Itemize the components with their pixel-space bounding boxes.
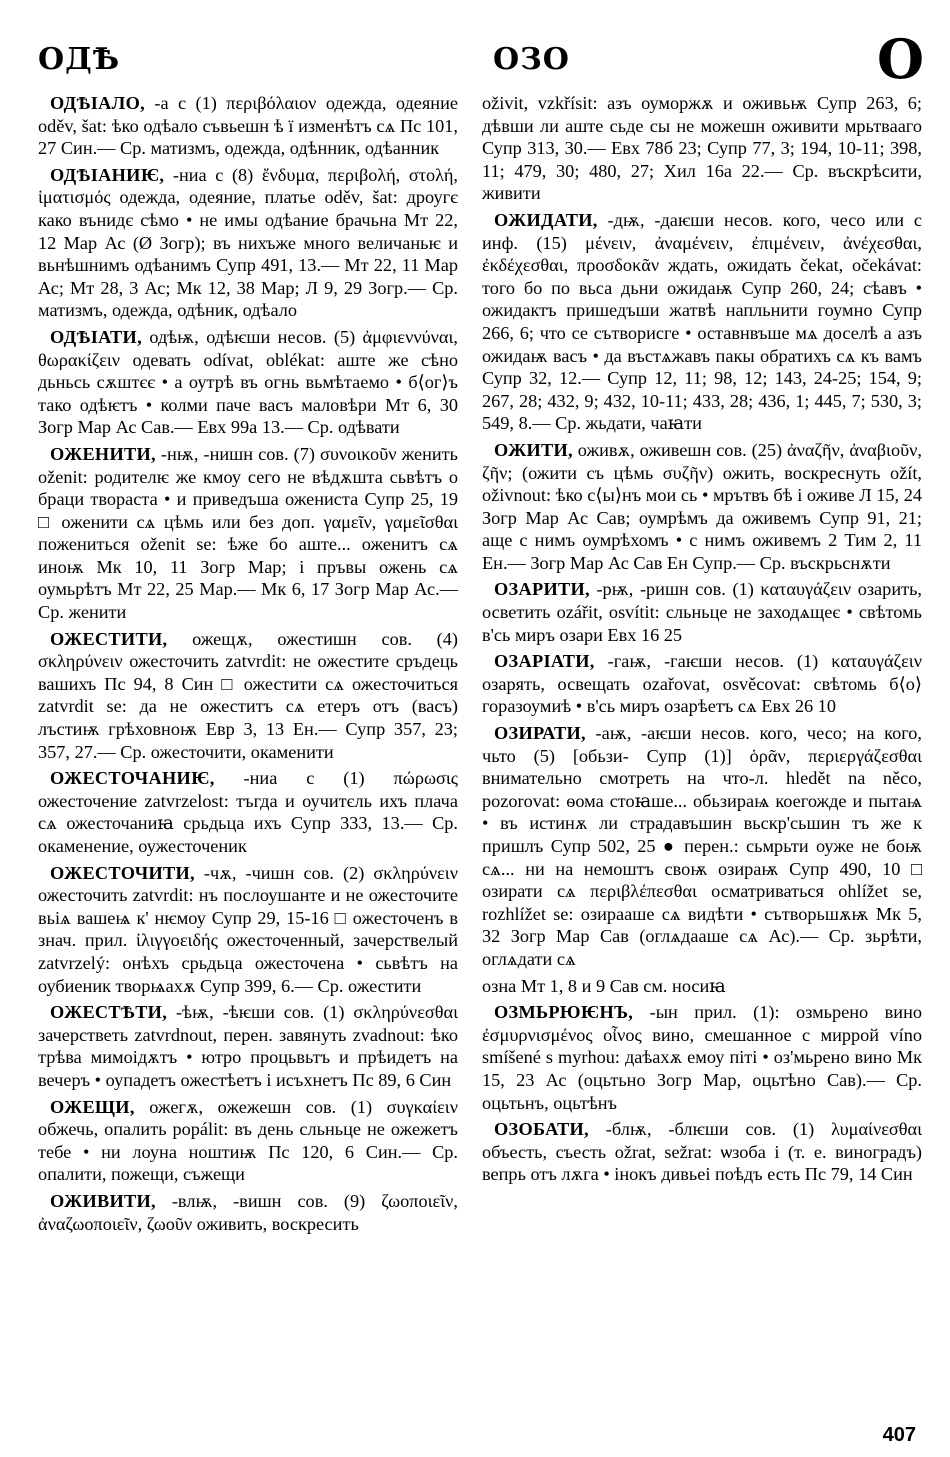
dictionary-entry — [482, 975, 922, 998]
entry-text: -ѣѭ, -ѣѥши сов. (1) σκληρύνεσθαι зачерстветь zatvrdnout, перен. завянуть zvadnout: ѣко трѣва мимоідѫтъ • ютро процьвьтъ и прѣидетъ на вечеръ • оупадетъ ожестѣетъ і исъхнетъ Пс 89, 6 Син — [38, 1002, 458, 1090]
entry-text: -рѭ, -ришн сов. (1) καταυγάζειν озарить, осветить ozářit, osvítit: сльньце не заходѧщеє • свѣтомь в'сь миръ озари Евх 16 25 — [482, 579, 922, 645]
entry-headword: ОЗАРИТИ, — [494, 579, 590, 600]
entry-text: -чѫ, -чишн сов. (2) σκληρύνειν ожесточить zatvrdit: нъ послоушанте и не ожесточите вьіѧ вашеѩ к' нѥмоу Супр 29, 15-16 □ ожесточенъ в знач. прил. ἰλιγγοειδής ожесточенный, зачерствелый zatvrzelý: онѣхъ срьдьца ожесточена • сьвѣтъ на оубиеник творѩахѫ Супр 399, 6.— Ср. ожестити — [38, 862, 458, 996]
entry-headword: ОЗИРАТИ, — [494, 723, 586, 744]
dictionary-entry — [482, 578, 922, 646]
entry-text: -ын прил. (1): озмьрено вино ἐσμυρνισμένος οἶνος вино, смешанное с миррой víno smíšené s myrhou: даѣахѫ емоу піті • оз'мьрено вино Мк 15, 23 Ас (оцьтьно Зогр Мар, оцьтѣно Сав).— Ср. оцьтьнъ, оцьтѣнъ — [482, 1002, 922, 1113]
entry-text: одѣѭ, одѣѥши несов. (5) ἀμφιεννύναι, θωρακίζειν одевать odívat, oblékat: аште же сѣно дьньсь сѫштєє • а оутрѣ въ огнь вьмѣтаемо • б⟨ог⟩ъ тако одѣѥтъ • колми паче васъ маловѣри Мт 6, 30 Зогр Мар Ас Сав.— Евх 99а 13.— Ср. одѣвати — [38, 326, 458, 438]
entry-text: -ниа с (8) ἔνδυμα, περιβολή, στολή, ἱματισμός одежда, одеяние, платье oděv, šat: дроугє како вънидє сѣмо • не имы одѣание брачьна Мт 22, 12 Мар Ас (Ø Зогр); въ нихъже много величаньѥ и вьнѣшнимъ одѣанимъ Супр 491, 13.— Мт 22, 11 Мар Ас; Мт 28, 3 Ас; Мк 12, 38 Мар; Л 9, 29 Зогр.— Ср. матизмъ, одежда, одѣник, одѣало — [38, 164, 458, 321]
entry-headword: ОЗМЬРЮѤНЪ, — [494, 1002, 634, 1023]
entry-text: oživit, vzkřísit: азъ оуморжѫ и оживьѭ Супр 263, 6; дѣвши ли аште сьде сы не можешн оживити мрьтвааго Супр 313, 30.— Евх 78б 23; Супр 77, 3; 194, 10-11; 398, 11; 479, 30; 480, 27; Хил 16а 22.— Ср. въскрѣсити, живити — [482, 93, 922, 204]
entry-headword: ОЗОБАТИ, — [494, 1119, 589, 1140]
page-number: 407 — [882, 1424, 916, 1446]
dictionary-entry — [38, 443, 458, 624]
entry-headword: ОДѢІАЛО, — [50, 93, 145, 113]
dictionary-entry — [38, 1001, 458, 1091]
right-column — [482, 92, 922, 1190]
dictionary-entry — [38, 767, 458, 857]
entry-headword: ОЖЕЩИ, — [50, 1096, 135, 1117]
entry-headword: ОДѢІАТИ, — [50, 326, 142, 347]
entry-headword: ОЖЕСТИТИ, — [50, 628, 168, 649]
entry-headword: ОЖИВИТИ, — [50, 1190, 156, 1211]
dictionary-entry — [38, 1190, 458, 1235]
dictionary-entry — [482, 650, 922, 718]
entry-text: -нѭ, -нишн сов. (7) συνοικοῦν женить oženit: родителѥ же кмоу сего не вѣдѫшта сьвѣтъ о браци твораста • и приведъша ожениста Супр 25, 19 □ оженити сѧ цѣмь или без доп. γαμεῖν, γαμεῖσθαι пожениться oženit se: ѣже бо аште... оженитъ сѧ иноѭ Мк 10, 11 Зогр Мар; і пръвы ожень сѧ оумьрѣтъ Мт 22, 25 Мар.— Мк 6, 17 Зогр Мар Ас.— Ср. женити — [38, 443, 458, 623]
dictionary-entry — [38, 862, 458, 998]
entry-text: ожегѫ, ожежешн сов. (1) συγκαίειν обжечь, опалить popálit: въ день сльньце не ожежетъ тебе • ни лоуна ноштиѭ Пс 120, 6 Син.— Ср. опалити, пожещи, съжещи — [38, 1096, 458, 1185]
dictionary-entry — [482, 92, 922, 205]
running-head-center: ОЗО — [493, 42, 570, 77]
entry-text: -дѭ, -даѥши несов. кого, чесо или с инф. (15) μένειν, ἀναμένειν, ἐπιμένειν, ἀνέχεσθαι, ἐκδέχεσθαι, προσδοκᾶν ждать, ожидать čekat, očekávat: того бо по вьса дьни ожидаѭ Супр 260, 24; сѣавъ • ожидактъ пришедъши жатвѣ напльнити гоумно Супр 266, 6; что се сътворисге • оставнвъше мѧ доселѣ а азъ ожидаѭ васъ • да въстѧжавъ пакы обратихъ сѧ къ вамъ Супр 32, 12.— Супр 12, 11; 98, 12; 143, 24-25; 154, 9; 267, 28; 432, 9; 432, 10-11; 433, 28; 436, 1; 445, 7; 530, 3; 549, 8.— Ср. жьдати, чаꙗти — [482, 209, 922, 434]
dictionary-entry — [38, 628, 458, 764]
section-letter: О — [876, 27, 924, 91]
page-header — [38, 27, 926, 98]
entry-text: -аѭ, -аѥши несов. кого, чесо; на кого, чьто (5) [обьзи- Супр (1)] ὁρᾶν, περιεργάζεσθαι внимательно смотреть на что-л. hledět na něco, pozorovat: ѳома стоꙗше... обьзираѩ коегожде и пытаѩ • въ истинѫ ли страдавъшин вьскр'сьшин тъ же к пришлъ Супр 502, 25 ● перен.: сьмрьти оуже не боѭ сѧ... ни на немоштъ своѭ озираѭ Супр 490, 10 □ озирати сѧ περιβλέπεσθαι осматриваться ohlížet se, rozhlížet se: озирааше сѧ видѣти • сътворьшѫѭ Мк 5, 32 Зогр Мар Сав (оглѧдааше сѧ Ас).— Ср. зьрѣти, оглѧдати сѧ — [482, 723, 922, 969]
dictionary-entry — [38, 92, 458, 160]
entry-text: -ниа с (1) πώρωσις ожесточение zatvrzelost: тъгда и оучитєль ихъ плача сѧ ожесточаниꙗ срьдьца ихъ Супр 333, 13.— Ср. окаменение, оужесточеник — [38, 768, 458, 856]
dictionary-entry — [38, 1096, 458, 1186]
running-head-left: ОДѢ — [38, 42, 121, 77]
entry-headword: ОЖЕНИТИ, — [50, 443, 156, 464]
dictionary-entry — [38, 326, 458, 439]
entry-text: -гаѭ, -гаѥши несов. (1) καταυγάζειν озарять, освещать ozařovat, osvěcovat: свѣтомь б⟨о⟩горазоумиѣ • в'сь миръ озарѣетъ сѧ Евх 26 10 — [482, 651, 922, 717]
entry-headword: ОЖИДАТИ, — [494, 209, 598, 230]
dictionary-entry — [482, 209, 922, 435]
entry-headword: ОЖЕСТОЧАНИѤ, — [50, 768, 215, 789]
entry-headword: ОДѢІАНИѤ, — [50, 164, 165, 185]
entry-headword: ОЖЕСТѢТИ, — [50, 1002, 168, 1023]
entry-headword: ОЖЕСТОЧИТИ, — [50, 862, 195, 883]
entry-text: -а с (1) περιβόλαιον одежда, одеяние oděv, šat: ѣко одѣало съвьешн ѣ ї изменѣтъ сѧ Пс 101, 27 Син.— Ср. матизмъ, одежда, одѣнник, одѣанник — [38, 93, 458, 159]
entry-headword: ОЖИТИ, — [494, 439, 573, 460]
entry-text: -блѭ, -блѥши сов. (1) λυμαίνεσθαι объесть, съесть ožrat, sežrat: ѡзоба і (т. е. виноградъ) вепрь отъ лѫга • інокъ дивьеі поѣдъ есть Пс 79, 14 Син — [482, 1119, 922, 1185]
dictionary-entry — [482, 1001, 922, 1114]
dictionary-entry — [38, 164, 458, 322]
entry-text: -влѭ, -вишн сов. (9) ζωοποιεῖν, ἀναζωοποιεῖν, ζωοῦν оживить, воскресить — [38, 1190, 458, 1234]
entry-text: оживѫ, оживешн сов. (25) ἀναζῆν, ἀναβιοῦν, ζῆν; (ожити съ цѣмь συζῆν) ожить, воскреснуть ožít, oživnout: ѣко с⟨ы⟩нъ мои сь • мрътвъ бѣ і оживе Л 15, 24 Зогр Мар Ас Сав; оумрѣмъ да оживемъ Супр 91, 21; аще с нимъ оумрѣхомъ • с нимъ оживемъ 2 Тим 2, 11 Ен.— Зогр Мар Ас Сав Ен Супр.— Ср. въскрьснѫти — [482, 439, 922, 573]
dictionary-entry — [482, 439, 922, 575]
entry-text: озна Мт 1, 8 и 9 Сав см. носиꙗ — [482, 975, 726, 996]
entry-headword: ОЗАРІАТИ, — [494, 651, 595, 672]
left-column — [38, 92, 458, 1239]
dictionary-entry — [482, 1118, 922, 1186]
dictionary-entry — [482, 722, 922, 971]
entry-text: ожещѫ, ожестишн сов. (4) σκληρύνειν ожесточить zatvrdit: не ожестите сръдець вашихъ Пс 94, 8 Син □ ожестити сѧ ожесточиться zatvrdit se: да не ожеститъ сѧ етеръ отъ (васъ) лъстиѭ грѣховноѭ Евр 3, 13 Ен.— Супр 357, 23; 357, 27.— Ср. ожесточити, окаменити — [38, 628, 458, 762]
